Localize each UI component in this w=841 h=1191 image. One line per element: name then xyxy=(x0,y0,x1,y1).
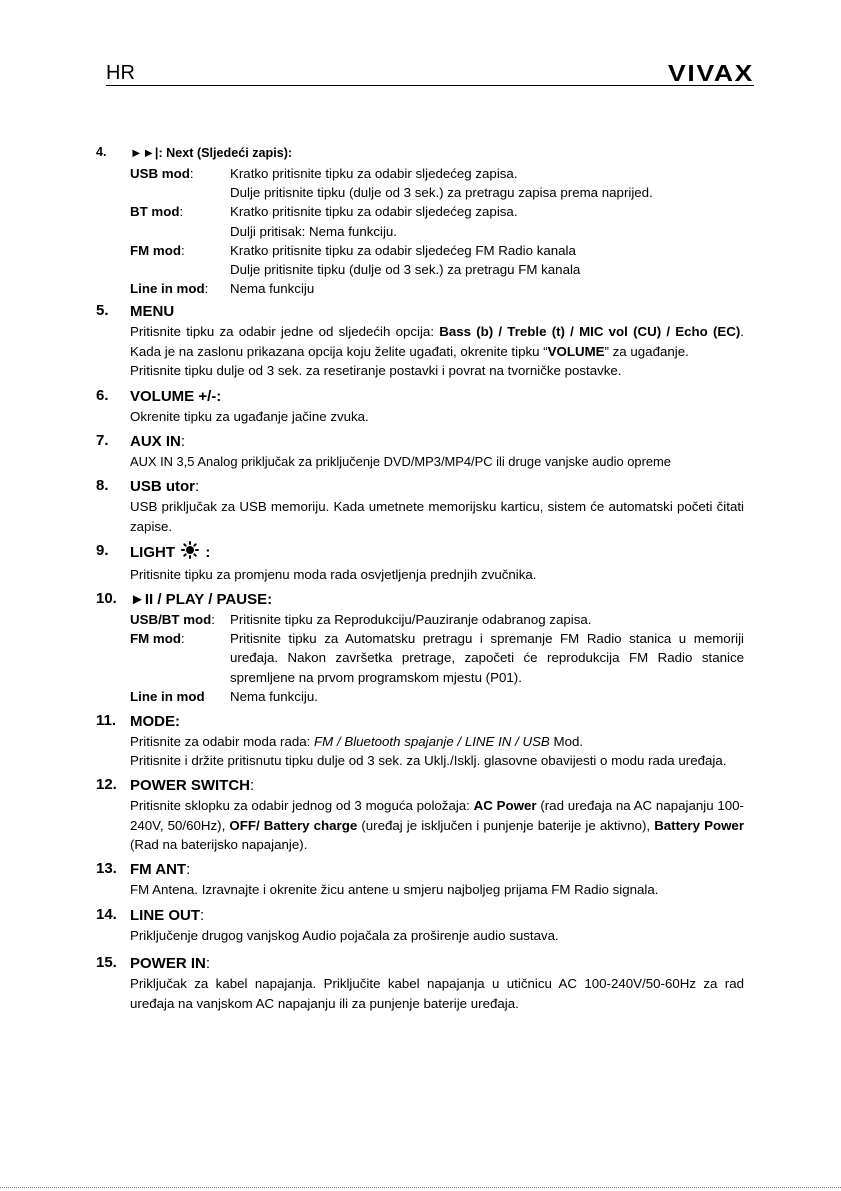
section-title: ►►|: Next (Sljedeći zapis): xyxy=(130,146,293,160)
mode-text: Nema funkciju xyxy=(230,281,315,297)
mode-text: Kratko pritisnite tipku za odabir sljedećeg zapisa. xyxy=(230,166,518,181)
section-aux-in xyxy=(96,431,744,471)
mode-colon: : xyxy=(189,166,194,181)
section-fm-ant xyxy=(96,859,744,899)
mode-row xyxy=(130,164,744,183)
header-divider xyxy=(106,85,754,86)
mode-row xyxy=(130,687,744,706)
section-mode xyxy=(96,711,744,770)
manual-content xyxy=(96,143,744,1013)
section-number: 12. xyxy=(96,776,117,794)
section-title: POWER SWITCH: xyxy=(130,777,255,795)
section-power-in xyxy=(96,953,744,1012)
section-text: Priključak za kabel napajanja. Priključite kabel napajanja u utičnicu AC 100-240V/50-60Hz za rad uređaja na vanjskom AC napajanju ili za punjenje baterije uređaja. xyxy=(130,976,744,1011)
section-title: MODE: xyxy=(130,713,180,731)
section-line-out xyxy=(96,905,744,945)
mode-text: Dulji pritisak: Nema funkciju. xyxy=(230,223,398,239)
section-number: 9. xyxy=(96,541,109,559)
light-icon xyxy=(181,541,199,565)
section-title: POWER IN: xyxy=(130,955,211,973)
section-text: AUX IN 3,5 Analog priključak za priključenje DVD/MP3/MP4/PC ili druge vanjske audio opreme xyxy=(130,454,671,470)
mode-row xyxy=(130,241,744,260)
section-text: FM Antena. Izravnajte i okrenite žicu antene u smjeru najboljeg prijama FM Radio signala. xyxy=(130,882,659,898)
mode-row xyxy=(130,222,744,241)
section-play-pause xyxy=(96,589,744,706)
section-title: LIGHT : xyxy=(130,541,744,565)
section-text: USB priključak za USB memoriju. Kada umetnete memorijsku karticu, sistem će automatski početi čitati zapise. xyxy=(130,499,744,534)
section-power-switch xyxy=(96,775,744,854)
section-number: 8. xyxy=(96,477,109,495)
mode-text: Nema funkciju. xyxy=(230,688,318,704)
mode-text: Dulje pritisnite tipku (dulje od 3 sek.) za pretragu FM kanala xyxy=(230,262,581,278)
mode-colon: : xyxy=(179,204,184,220)
mode-text: Kratko pritisnite tipku za odabir sljedećeg FM Radio kanala xyxy=(230,242,576,258)
mode-text: Dulje pritisnite tipku (dulje od 3 sek.) za pretragu zapisa prema naprijed. xyxy=(230,185,653,201)
section-menu xyxy=(96,301,744,380)
section-title: LINE OUT: xyxy=(130,907,205,925)
section-next xyxy=(96,143,744,298)
mode-label: BT mod xyxy=(130,204,180,220)
brand-logo: VIVAX xyxy=(668,60,755,86)
section-number: 6. xyxy=(96,387,109,405)
mode-text: Pritisnite tipku za Automatsku pretragu i spremanje FM Radio stanica u memoriji uređaja. Nakon završetka pretrage, započeti će reprodukcija FM Radio stanice spremljene na prvom programskom mjestu (P01). xyxy=(230,631,744,685)
section-text: Pritisnite tipku dulje od 3 sek. za resetiranje postavki i povrat na tvorničke postavke. xyxy=(130,362,622,378)
mode-label: Line in mod xyxy=(130,281,205,297)
section-number: 4. xyxy=(96,145,107,159)
section-number: 14. xyxy=(96,906,117,924)
mode-row xyxy=(130,202,744,221)
section-title: VOLUME +/-: xyxy=(130,388,222,406)
section-title: USB utor: xyxy=(130,478,200,496)
language-code: HR xyxy=(106,62,135,84)
section-text: Pritisnite za odabir moda rada: FM / Bluetooth spajanje / LINE IN / USB Mod. xyxy=(130,734,584,750)
mode-label: USB/BT mod xyxy=(130,612,212,628)
mode-colon: : xyxy=(204,281,209,297)
mode-row xyxy=(130,183,744,202)
section-text: Pritisnite tipku za odabir jedne od sljedećih opcija: Bass (b) / Treble (t) / MIC vol (CU) / Echo (EC). Kada je na zaslonu prikazana opcija koju želite ugađati, okrenite tipku “VOLUME” za ugađanje. xyxy=(130,324,744,359)
mode-colon: : xyxy=(211,612,215,628)
section-number: 13. xyxy=(96,860,117,878)
section-text: Pritisnite sklopku za odabir jednog od 3 moguća položaja: AC Power (rad uređaja na AC napajanju 100-240V, 50/60Hz), OFF/ Battery charge (uređaj je isključen i punjenje baterije je aktivno), Battery Power (Rad na baterijsko napajanje). xyxy=(130,798,744,852)
section-light xyxy=(96,541,744,584)
section-title: AUX IN: xyxy=(130,433,186,451)
mode-text: Kratko pritisnite tipku za odabir sljedećeg zapisa. xyxy=(230,204,518,220)
section-number: 15. xyxy=(96,954,117,972)
mode-row xyxy=(130,610,744,629)
mode-row xyxy=(130,629,744,687)
section-usb xyxy=(96,476,744,535)
mode-label: FM mod xyxy=(130,631,181,647)
section-number: 5. xyxy=(96,302,109,320)
section-text: Pritisnite tipku za promjenu moda rada osvjetljenja prednjih zvučnika. xyxy=(130,566,537,582)
mode-row xyxy=(130,279,744,298)
section-title: MENU xyxy=(130,303,175,321)
mode-row xyxy=(130,260,744,279)
page-bottom-edge xyxy=(0,1187,841,1188)
section-text: Okrenite tipku za ugađanje jačine zvuka. xyxy=(130,409,369,425)
section-text: Priključenje drugog vanjskog Audio pojačala za proširenje audio sustava. xyxy=(130,928,559,944)
section-title: FM ANT: xyxy=(130,861,191,879)
section-number: 10. xyxy=(96,590,117,608)
mode-colon: : xyxy=(180,242,185,258)
mode-label: Line in mod xyxy=(130,688,205,704)
section-volume xyxy=(96,386,744,426)
mode-colon: : xyxy=(180,631,185,647)
mode-text: Pritisnite tipku za Reprodukciju/Pauziranje odabranog zapisa. xyxy=(230,612,592,628)
mode-label: FM mod xyxy=(130,242,181,258)
section-text: Pritisnite i držite pritisnutu tipku dulje od 3 sek. za Uklj./Isklj. glasovne obavijesti o modu rada uređaja. xyxy=(130,753,727,769)
section-number: 7. xyxy=(96,432,109,450)
mode-label: USB mod xyxy=(130,166,190,181)
section-number: 11. xyxy=(96,712,117,730)
section-title: ►II / PLAY / PAUSE: xyxy=(130,591,273,609)
